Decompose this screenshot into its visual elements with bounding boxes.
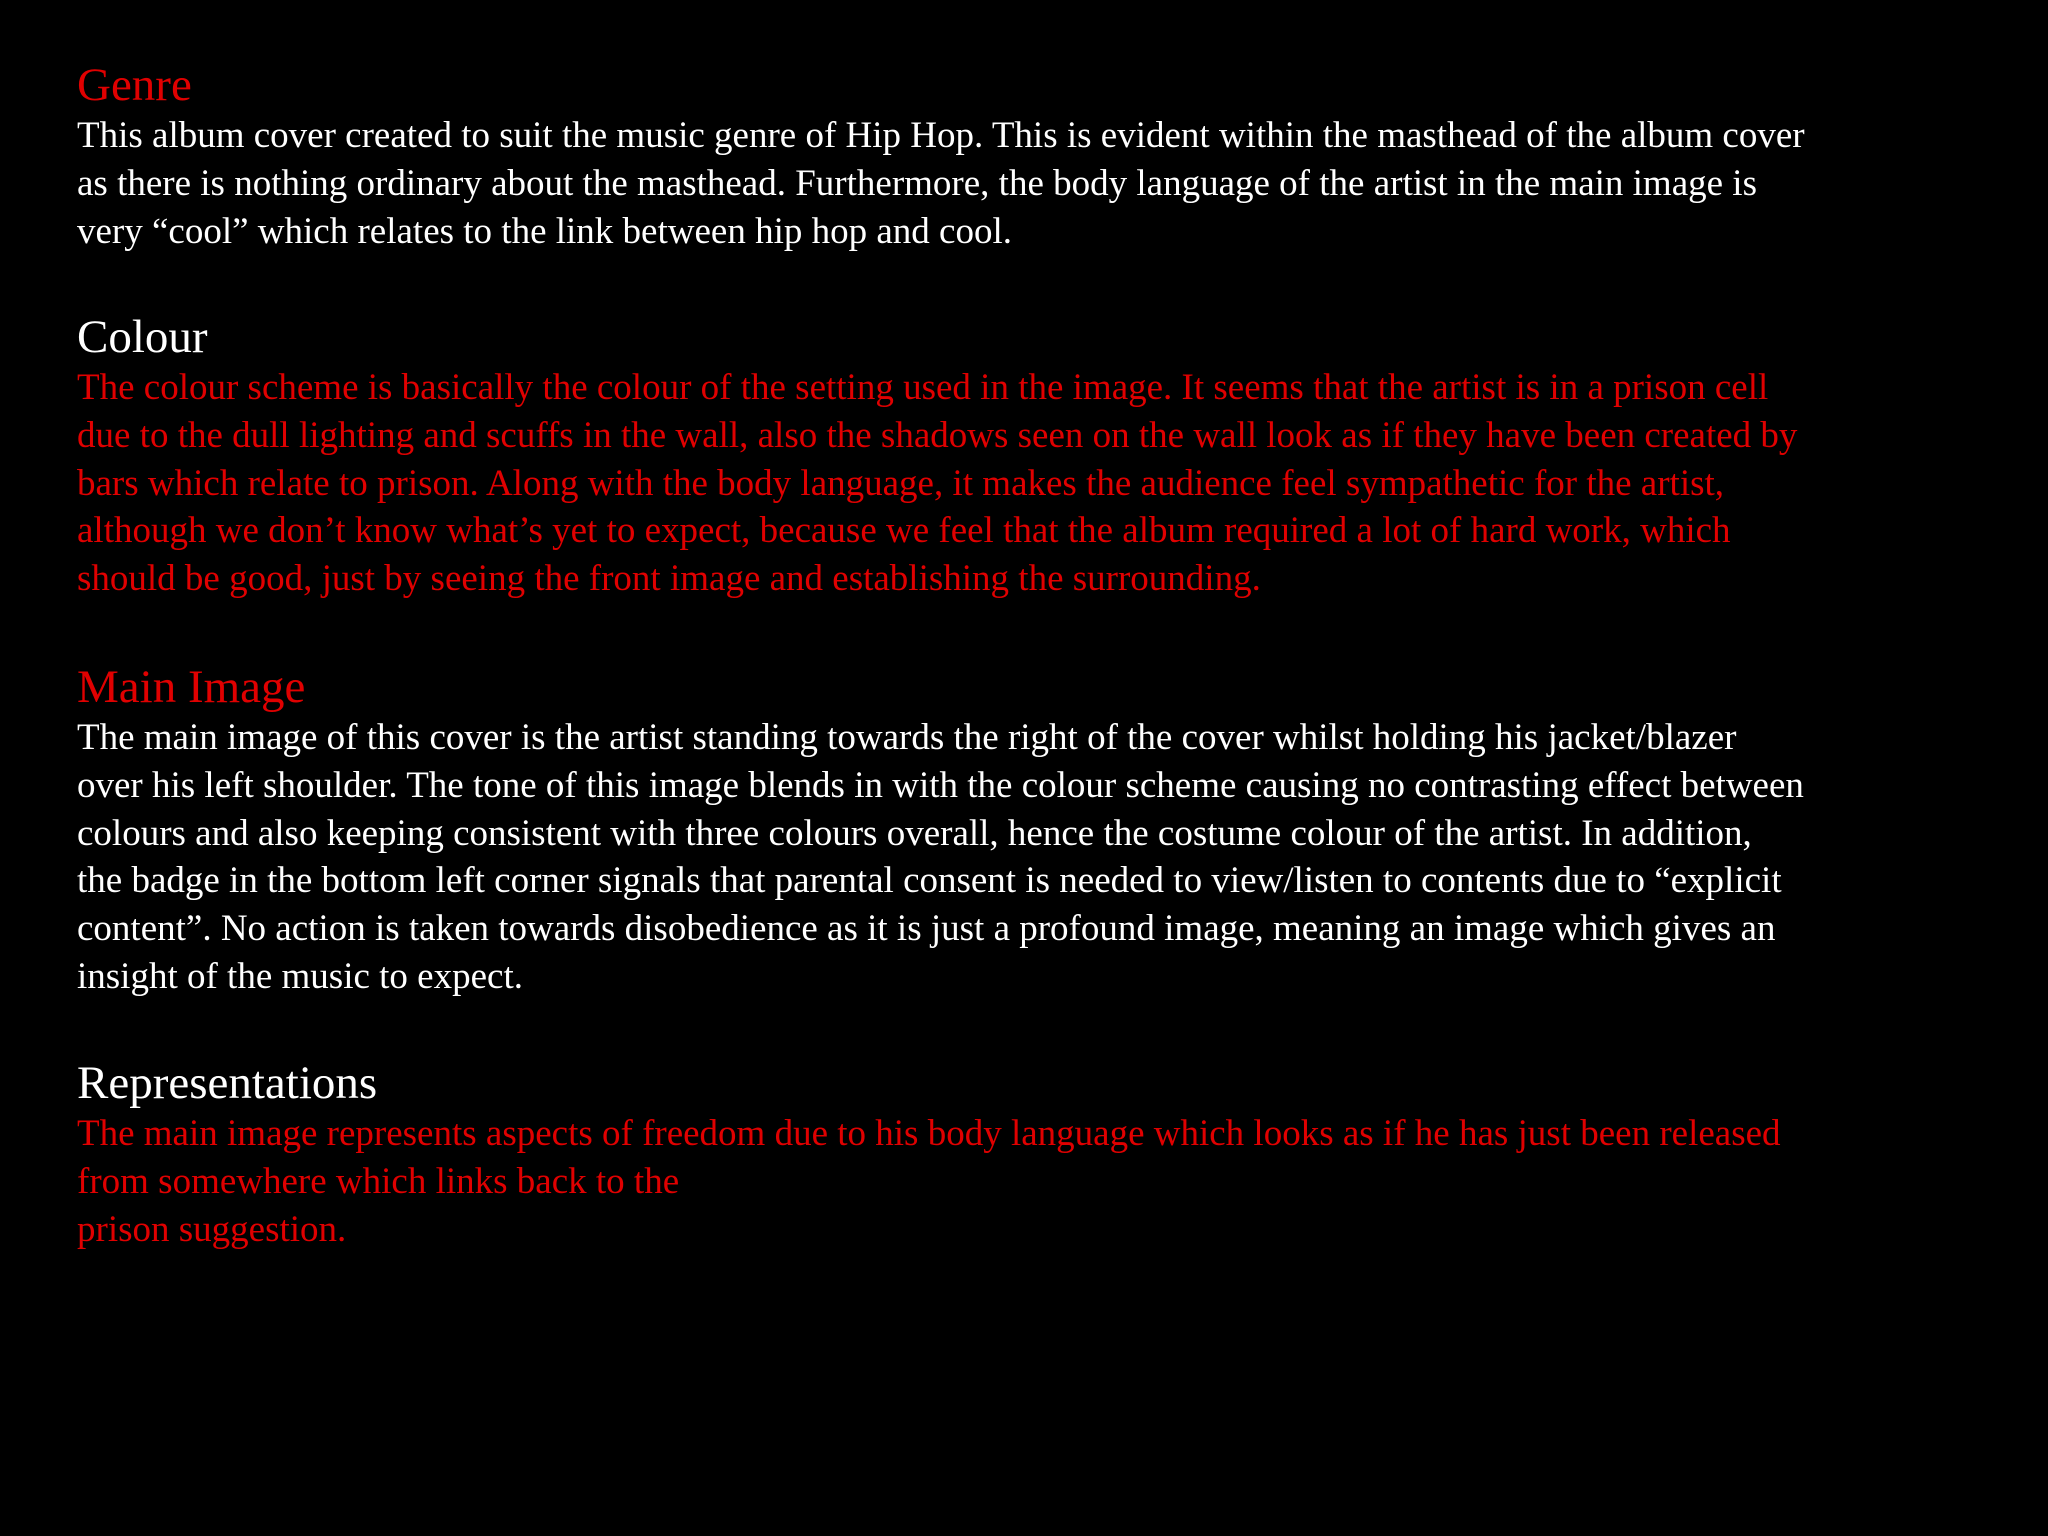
section-body-genre [77,112,2017,255]
body-line: from somewhere which links back to the [77,1160,680,1202]
body-line: should be good, just by seeing the front image and establishing the surrounding. [77,558,1261,600]
section-body-colour [77,364,2017,603]
section-body-main-image [77,714,2017,1001]
section-heading-colour: Colour [77,311,208,363]
body-line: This album cover created to suit the music genre of Hip Hop. This is evident within the masthead of the album cover [77,115,1805,156]
body-line: The colour scheme is basically the colour of the setting used in the image. It seems that the artist is in a prison cell [77,367,1769,408]
section-body-representations [77,1110,2017,1253]
body-line: the badge in the bottom left corner signals that parental consent is needed to view/listen to contents due to “explicit [77,860,1782,902]
body-line: The main image represents aspects of freedom due to his body language which looks as if he has just been released [77,1113,1781,1154]
body-line: The main image of this cover is the artist standing towards the right of the cover whilst holding his jacket/blazer [77,717,1737,758]
section-heading-main-image: Main Image [77,661,306,713]
section-heading-representations: Representations [77,1057,378,1109]
section-genre [77,58,2017,255]
body-line: insight of the music to expect. [77,955,523,997]
body-line: although we don’t know what’s yet to expect, because we feel that the album required a lot of hard work, which [77,510,1731,552]
body-line: colours and also keeping consistent with three colours overall, hence the costume colour of the artist. In addition, [77,812,1752,854]
body-line: due to the dull lighting and scuffs in the wall, also the shadows seen on the wall look as if they have been created by [77,414,1798,456]
body-line: prison suggestion. [77,1208,347,1250]
section-colour [77,310,2017,603]
body-line: content”. No action is taken towards disobedience as it is just a profound image, meaning an image which gives an [77,908,1776,950]
body-line: as there is nothing ordinary about the masthead. Furthermore, the body language of the artist in the main image is [77,162,1757,204]
section-heading-genre: Genre [77,59,192,111]
body-line: over his left shoulder. The tone of this image blends in with the colour scheme causing no contrasting effect between [77,764,1804,806]
section-main-image [77,660,2017,1001]
body-line: bars which relate to prison. Along with the body language, it makes the audience feel sympathetic for the artist, [77,462,1725,504]
body-line: very “cool” which relates to the link between hip hop and cool. [77,210,1012,252]
section-representations [77,1056,2017,1253]
